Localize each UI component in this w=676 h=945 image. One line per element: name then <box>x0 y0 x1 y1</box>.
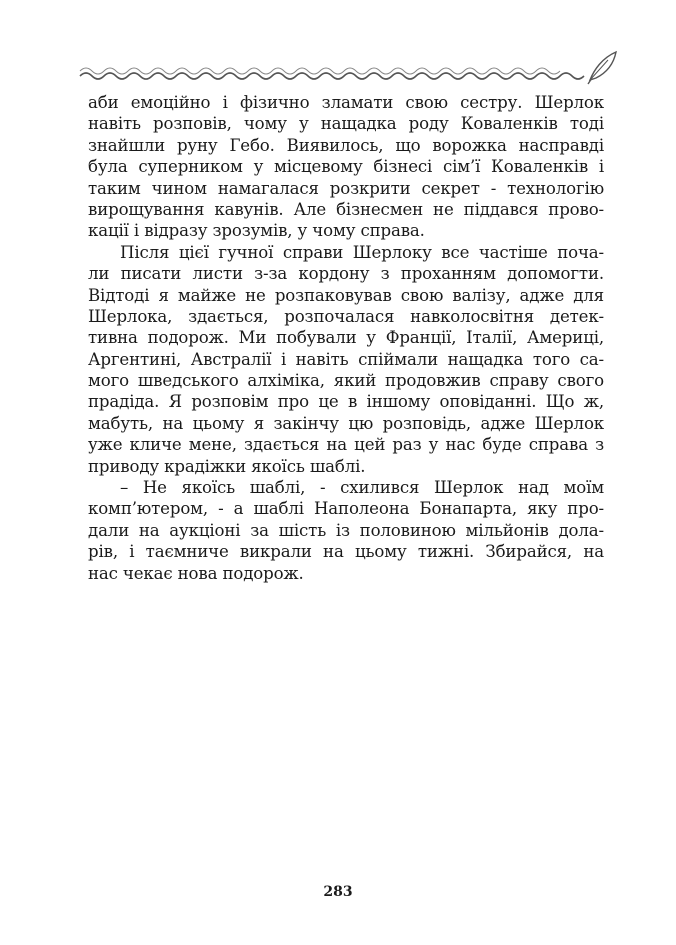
text-line: комп’ютером, - а шаблі Наполеона Бонапарта, яку про- <box>88 499 604 519</box>
text-line: аби емоційно і фізично зламати свою сестру. Шерлок <box>88 93 604 112</box>
text-line: мого шведського алхіміка, який продовжив справу свого <box>88 371 604 391</box>
paragraph <box>88 242 604 477</box>
text-line: навіть розповів, чому у нащадка роду Коваленків тоді <box>88 114 604 134</box>
text-line: Після цієї гучної справи Шерлоку все частіше поча- <box>120 242 604 262</box>
text-line: знайшли руну Гебо. Виявилось, що ворожка насправді <box>88 135 604 155</box>
text-line: Аргентині, Австралії і навіть спіймали нащадка того са- <box>88 349 604 369</box>
text-line: – Не якоїсь шаблі, - схилився Шерлок над моїм <box>120 478 604 498</box>
text-line: таким чином намагалася розкрити секрет - технологію <box>88 178 604 198</box>
text-line: Відтоді я майже не розпаковував свою валізу, адже для <box>88 285 604 305</box>
paragraph <box>88 92 604 242</box>
body-text <box>88 92 604 584</box>
text-line: Шерлока, здається, розпочалася навколосвітня детек- <box>88 306 604 326</box>
text-line: мабуть, на цьому я закінчу цю розповідь, адже Шерлок <box>88 413 604 433</box>
text-line: ли писати листи з-за кордону з проханням допомогти. <box>88 264 604 284</box>
text-line: тивна подорож. Ми побували у Франції, Італії, Америці, <box>88 328 604 348</box>
text-line: вирощування кавунів. Але бізнесмен не піддався прово- <box>88 199 604 219</box>
text-line: нас чекає нова подорож. <box>88 563 304 583</box>
wavy-line-with-feather-icon <box>78 44 618 88</box>
text-line: кації і відразу зрозумів, у чому справа. <box>88 221 425 241</box>
text-line: рів, і таємниче викрали на цьому тижні. Збирайся, на <box>88 542 604 562</box>
text-line: прадіда. Я розповім про це в іншому оповіданні. Що ж, <box>88 392 604 412</box>
text-line: була суперником у місцевому бізнесі сім’ї Коваленків і <box>88 157 604 177</box>
text-line: дали на аукціоні за шість із половиною мільйонів дола- <box>88 520 604 540</box>
page-number: 283 <box>323 884 353 900</box>
text-line: уже кличе мене, здається на цей раз у нас буде справа з <box>88 435 604 455</box>
text-line: приводу крадіжки якоїсь шаблі. <box>88 456 366 476</box>
paragraph <box>88 477 604 584</box>
